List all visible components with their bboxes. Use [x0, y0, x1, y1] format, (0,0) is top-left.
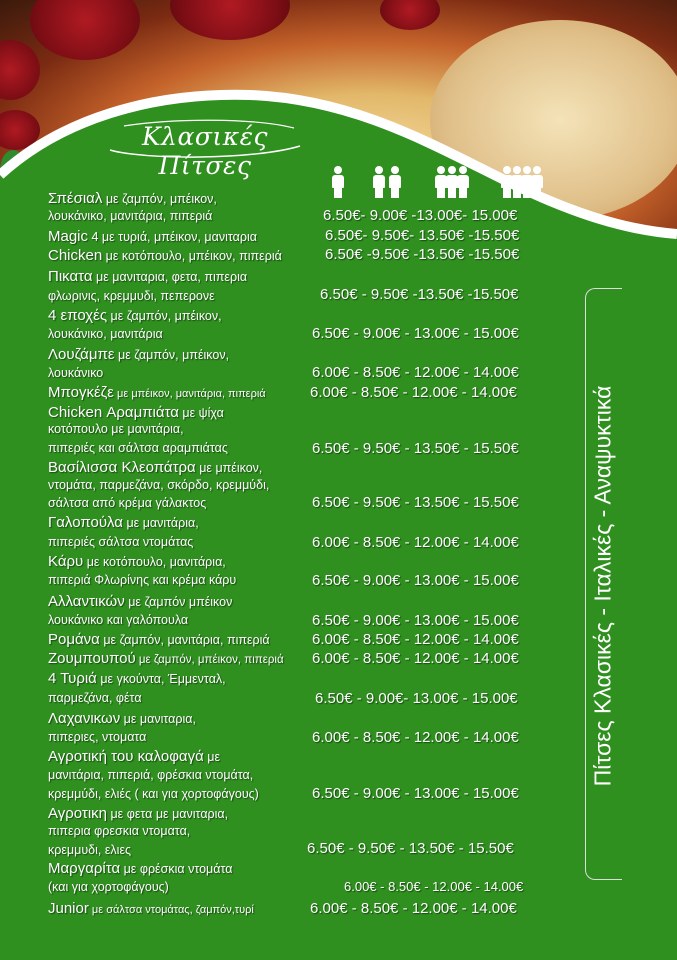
menu-item: 4 εποχές με ζαμπόν, μπέικον, [48, 307, 222, 324]
menu-item-desc: λουκάνικο και γαλόπουλα [48, 613, 189, 627]
menu-item-price: 6.00€ - 8.50€ - 12.00€ - 14.00€ [312, 631, 519, 648]
menu-item-price: 6.00€ - 8.50€ - 12.00€ - 14.00€ [310, 384, 517, 401]
menu-item-desc: παρμεζάνα, φέτα [48, 691, 142, 705]
menu-title-text: Κλασικές Πίτσες [141, 122, 269, 180]
menu-item-price: 6.00€ - 8.50€ - 12.00€ - 14.00€ [312, 650, 519, 667]
menu-item-price: 6.50€ - 9.00€ - 13.00€ - 15.00€ [312, 612, 519, 629]
menu-item-price: 6.00€ - 8.50€ - 12.00€ - 14.00€ [312, 364, 519, 381]
menu-item-desc: πιπεριά Φλωρίνης και κρέμα κάρυ [48, 573, 237, 587]
menu-item-price: 6.50€ - 9.50€ - 13.50€ - 15.50€ [312, 494, 519, 511]
menu-item-price: 6.50€- 9.50€- 13.50€ -15.50€ [325, 227, 520, 244]
menu-item-desc: πιπερια φρεσκια ντοματα, [48, 824, 191, 838]
menu-item-desc: λουκάνικο, μανιτάρια, πιπεριά [48, 209, 213, 223]
menu-item-price: 6.00€ - 8.50€ - 12.00€ - 14.00€ [344, 879, 524, 894]
menu-item: Αγροτική του καλοφαγά με [48, 748, 221, 765]
menu-item-desc: ντομάτα, παρμεζάνα, σκόρδο, κρεμμύδι, [48, 478, 270, 492]
menu-item: Γαλοπούλα με μανιτάρια, [48, 514, 199, 531]
menu-item: Λουζάμπε με ζαμπόν, μπέικον, [48, 346, 230, 363]
menu-item-desc: πιπεριές σάλτσα ντομάτας [48, 535, 194, 549]
menu-item-price: 6.50€ - 9.50€ - 13.50€ - 15.50€ [307, 840, 514, 857]
menu-item: Chicken Αραμπιάτα με ψίχα [48, 404, 224, 421]
menu-item-desc: κρεμμύδι, ελιές ( και για χορτοφάγους) [48, 787, 259, 801]
menu-item-price: 6.50€ - 9.00€ - 13.00€ - 15.00€ [312, 572, 519, 589]
menu-item-desc: πιπεριες, ντοματα [48, 730, 147, 744]
menu-item: Πικατα με μανιταρια, φετα, πιπερια [48, 268, 248, 285]
menu-item: Αγροτικη με φετα με μανιταρια, [48, 805, 229, 822]
menu-item-price: 6.50€ - 9.00€- 13.00€ - 15.00€ [315, 690, 518, 707]
menu-item-desc: σάλτσα από κρέμα γάλακτος [48, 496, 207, 510]
menu-item-price: 6.00€ - 8.50€ - 12.00€ - 14.00€ [310, 900, 517, 917]
menu-item: Junior με σάλτσα ντομάτας, ζαμπόν,τυρί [48, 900, 254, 917]
menu-item-price: 6.50€ -9.50€ -13.50€ -15.50€ [325, 246, 520, 263]
menu-item-price: 6.50€ - 9.00€ - 13.00€ - 15.00€ [312, 785, 519, 802]
menu-item: Μπογκέζε με μπέικον, μανιτάρια, πιπεριά [48, 384, 266, 401]
menu-item: Λαχανικων με μανιταρια, [48, 710, 196, 727]
menu-item: Σπέσιαλ με ζαμπόν, μπέικον, [48, 190, 217, 207]
menu-item: Ρομάνα με ζαμπόν, μανιτάρια, πιπεριά [48, 631, 270, 648]
menu-item-price: 6.00€ - 8.50€ - 12.00€ - 14.00€ [312, 534, 519, 551]
menu-item-price: 6.00€ - 8.50€ - 12.00€ - 14.00€ [312, 729, 519, 746]
menu-item-desc: κοτόπουλο με μανιτάρια, [48, 422, 184, 436]
menu-item-desc: φλωρινις, κρεμμυδι, πεπερονε [48, 289, 215, 303]
menu-item: Chicken με κοτόπουλο, μπέικον, πιπεριά [48, 247, 282, 264]
menu-title [104, 116, 306, 180]
menu-item: Μαργαρίτα με φρέσκια ντομάτα [48, 860, 233, 877]
menu-item: 4 Τυριά με γκούντα, Έμμενταλ, [48, 670, 226, 687]
menu-item: Βασίλισσα Κλεοπάτρα με μπέικον, [48, 459, 263, 476]
serving-size-icons [328, 166, 548, 202]
menu-item: Magic 4 με τυριά, μπέικον, μανιταρια [48, 228, 257, 245]
menu-item: Αλλαντικών με ζαμπόν μπέικον [48, 593, 233, 610]
menu-item-desc: μανιτάρια, πιπεριά, φρέσκια ντομάτα, [48, 768, 254, 782]
menu-item-desc: κρεμμυδι, ελιες [48, 843, 132, 857]
menu-item: Κάρυ με κοτόπουλο, μανιτάρια, [48, 553, 226, 570]
menu-item-desc: λουκάνικο, μανιτάρια [48, 327, 163, 341]
menu-item-price: 6.50€- 9.00€ -13.00€- 15.00€ [323, 207, 518, 224]
side-label: Πίτσες Κλασικές - Ιταλικές - Αναψυκτικά [589, 385, 616, 787]
menu-item-desc: λουκάνικο [48, 366, 104, 380]
menu-item-price: 6.50€ - 9.50€ - 13.50€ - 15.50€ [312, 440, 519, 457]
menu-item-price: 6.50€ - 9.50€ -13.50€ -15.50€ [320, 286, 519, 303]
menu-item-price: 6.50€ - 9.00€ - 13.00€ - 15.00€ [312, 325, 519, 342]
menu-item-desc: (και για χορτοφάγους) [48, 880, 169, 894]
menu-item-desc: πιπεριές και σάλτσα αραμπιάτας [48, 441, 228, 455]
menu-item: Ζουμπουπού με ζαμπόν, μπέικον, πιπεριά [48, 650, 284, 667]
